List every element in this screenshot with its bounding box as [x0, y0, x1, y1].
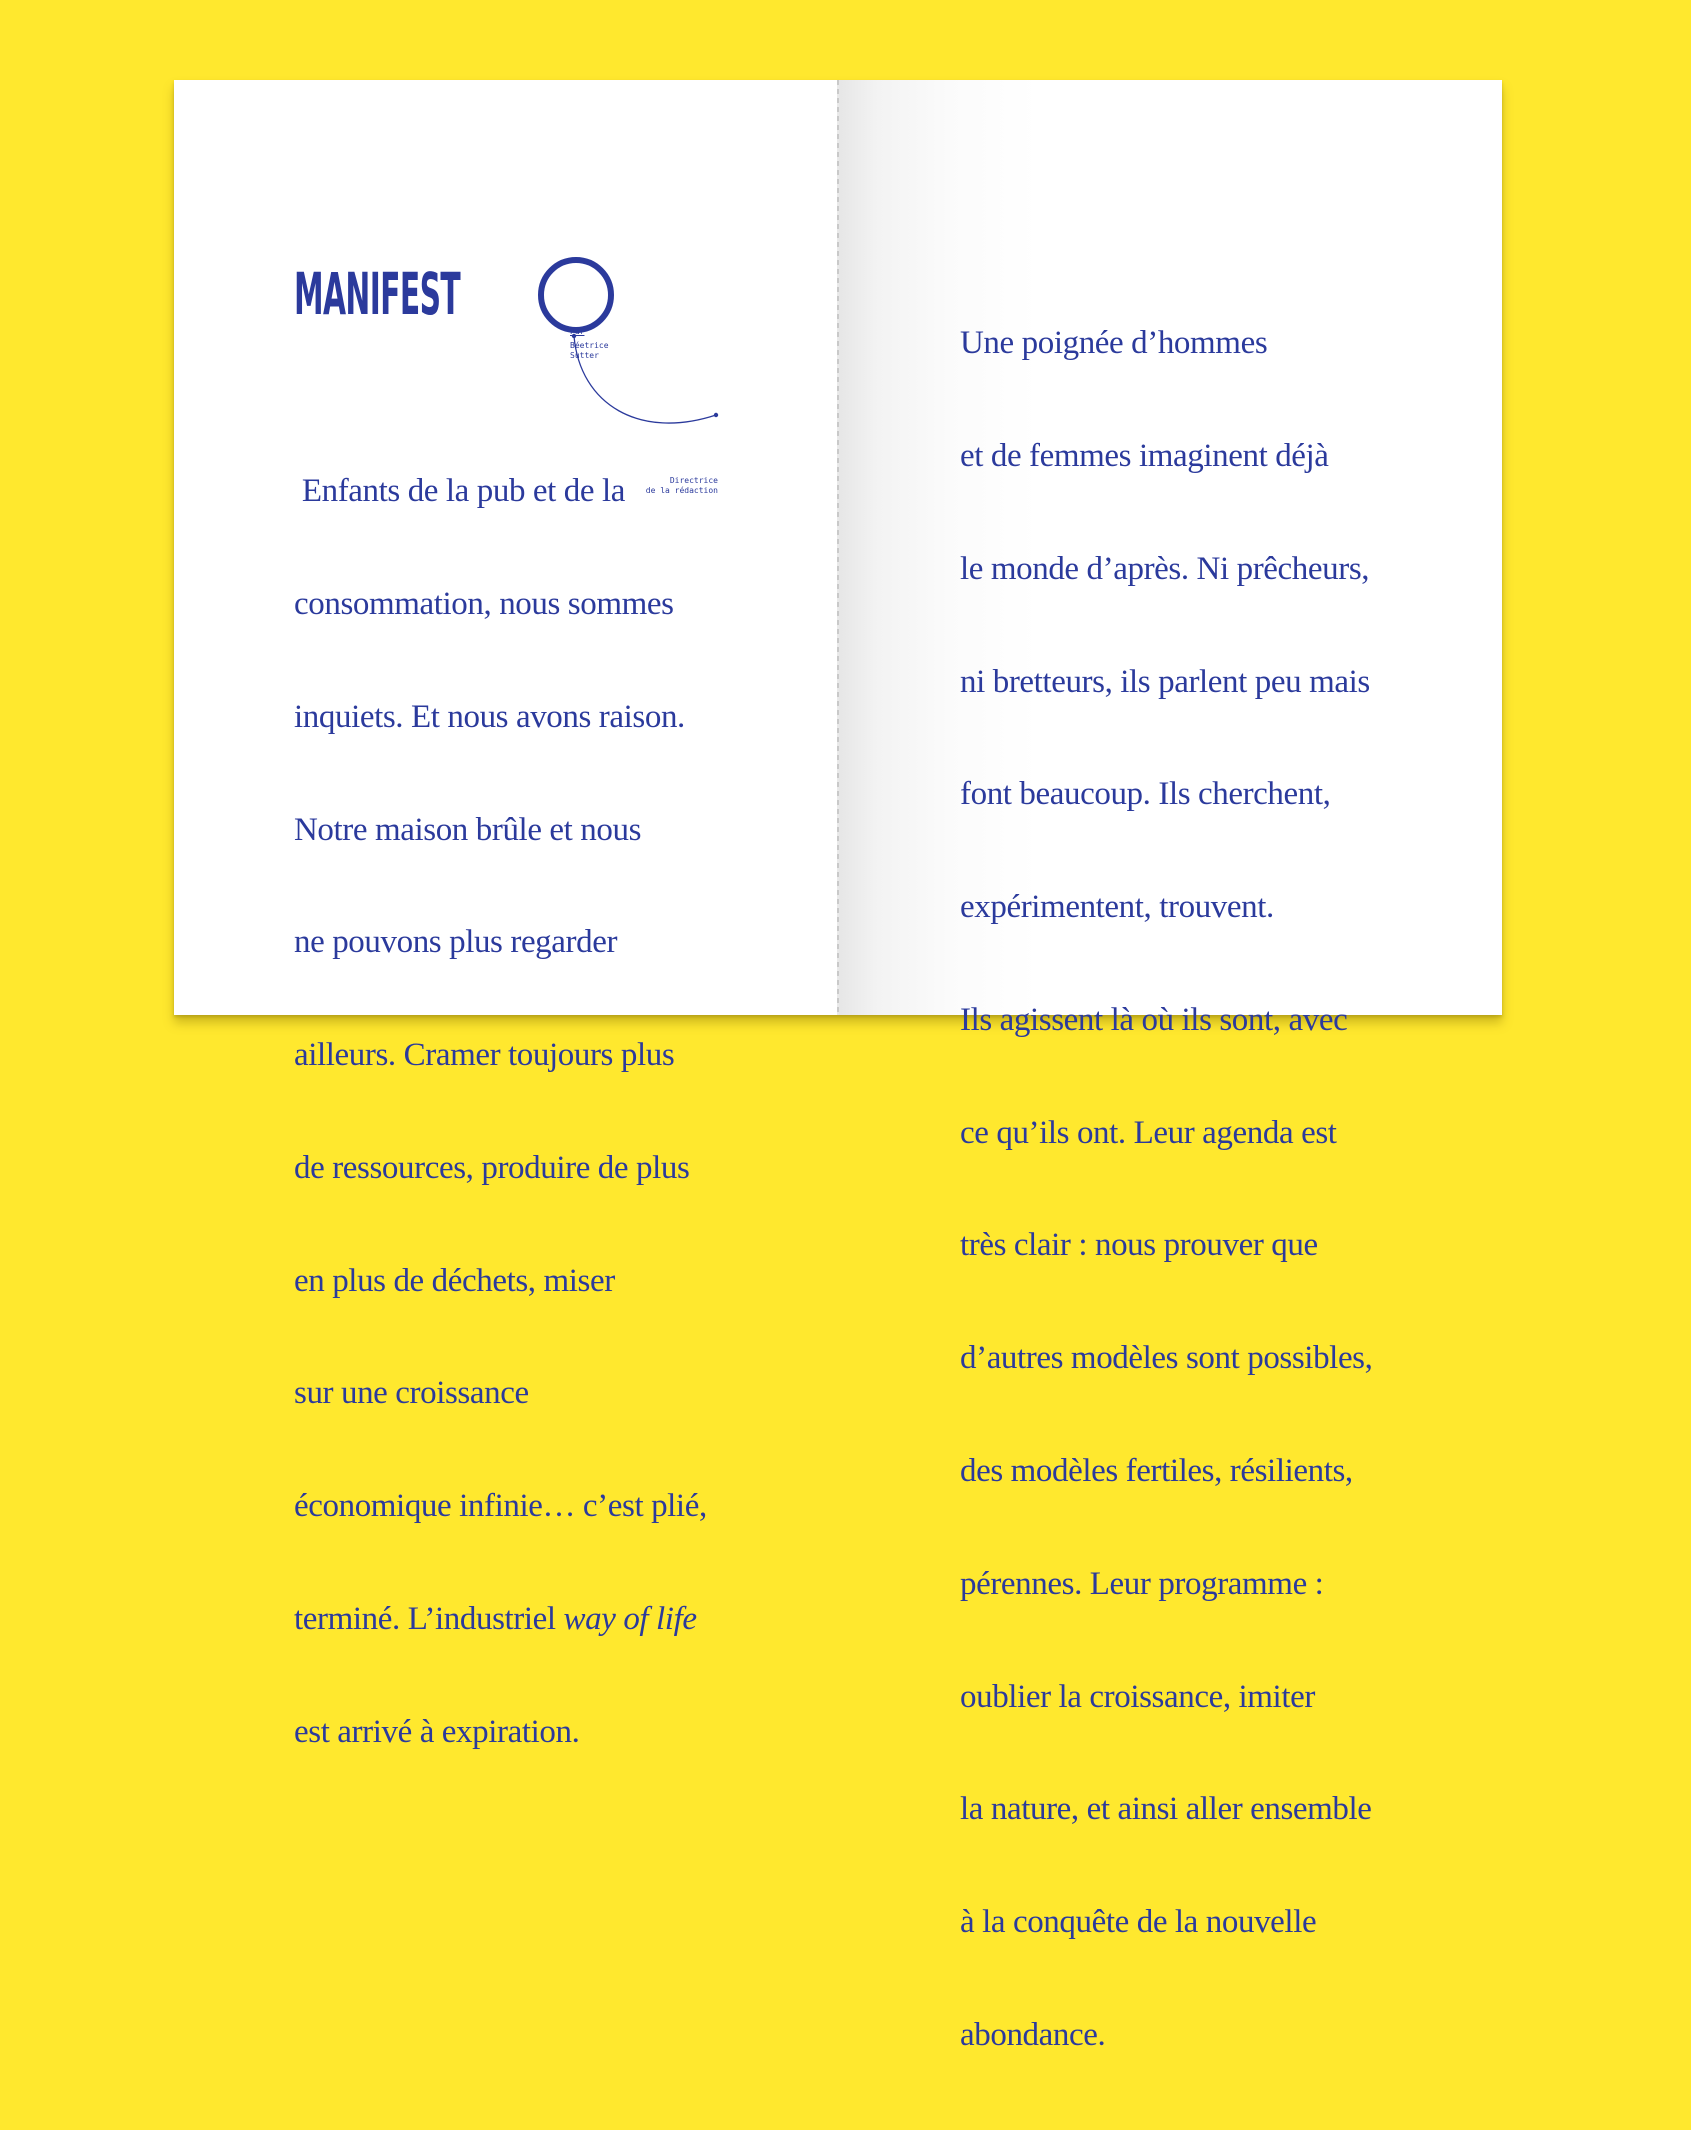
- left-body-text: [294, 398, 707, 1827]
- text-line: ailleurs. Cramer toujours plus: [294, 1037, 675, 1074]
- left-page: [174, 80, 838, 1750]
- text-line: pérennes. Leur programme :: [960, 1565, 1324, 1602]
- text-line: abondance.: [960, 2016, 1106, 2053]
- magazine-spread: [174, 80, 1502, 2053]
- text-line: Une poignée d’hommes: [960, 325, 1268, 362]
- text-line: est arrivé à expiration.: [294, 1713, 580, 1750]
- text-line: Enfants de la pub et de la: [294, 473, 625, 510]
- manifesto-title: [294, 245, 562, 345]
- text-line: en plus de déchets, miser: [294, 1262, 615, 1299]
- text-line: des modèles fertiles, résilients,: [960, 1453, 1353, 1489]
- text-line: d’autres modèles sont possibles,: [960, 1340, 1373, 1377]
- text-line: ne pouvons plus regarder: [294, 924, 618, 961]
- byline-author-name: Béetrice Sutter: [570, 341, 609, 360]
- binding-gutter: [837, 80, 839, 1015]
- text-line: de ressources, produire de plus: [294, 1149, 690, 1186]
- text-line: le monde d’après. Ni prêcheurs,: [960, 550, 1370, 587]
- text-line: Notre maison brûle et nous: [294, 811, 642, 848]
- text-line: très clair : nous prouver que: [960, 1227, 1318, 1264]
- text-line: Ils agissent là où ils sont, avec: [960, 1001, 1348, 1038]
- text-line: consommation, nous sommes: [294, 585, 674, 622]
- text-line: économique infinie… c’est plié,: [294, 1488, 707, 1525]
- text-segment: terminé. L’industriel: [294, 1601, 564, 1637]
- right-page: [838, 80, 1502, 2053]
- text-line: la nature, et ainsi aller ensemble: [960, 1791, 1372, 1828]
- text-line: expérimentent, trouvent.: [960, 889, 1274, 926]
- italic-phrase: way of life: [563, 1601, 697, 1637]
- text-line: à la conquête de la nouvelle: [960, 1904, 1317, 1941]
- byline-author-role: Directrice de la rédaction: [645, 476, 718, 495]
- text-line: inquiets. Et nous avons raison.: [294, 698, 685, 735]
- text-line: font beaucoup. Ils cherchent,: [960, 776, 1331, 813]
- byline-par: Par: [570, 327, 585, 336]
- text-line-with-italic: [294, 1601, 707, 1639]
- manifesto-title-text: MANIFEST: [294, 261, 461, 329]
- right-body-text: [960, 250, 1372, 2130]
- text-line: sur une croissance: [294, 1375, 529, 1412]
- text-line: ce qu’ils ont. Leur agenda est: [960, 1114, 1337, 1151]
- text-line: et de femmes imaginent déjà: [960, 437, 1329, 474]
- text-line: oublier la croissance, imiter: [960, 1678, 1315, 1715]
- text-line: ni bretteurs, ils parlent peu mais: [960, 663, 1370, 700]
